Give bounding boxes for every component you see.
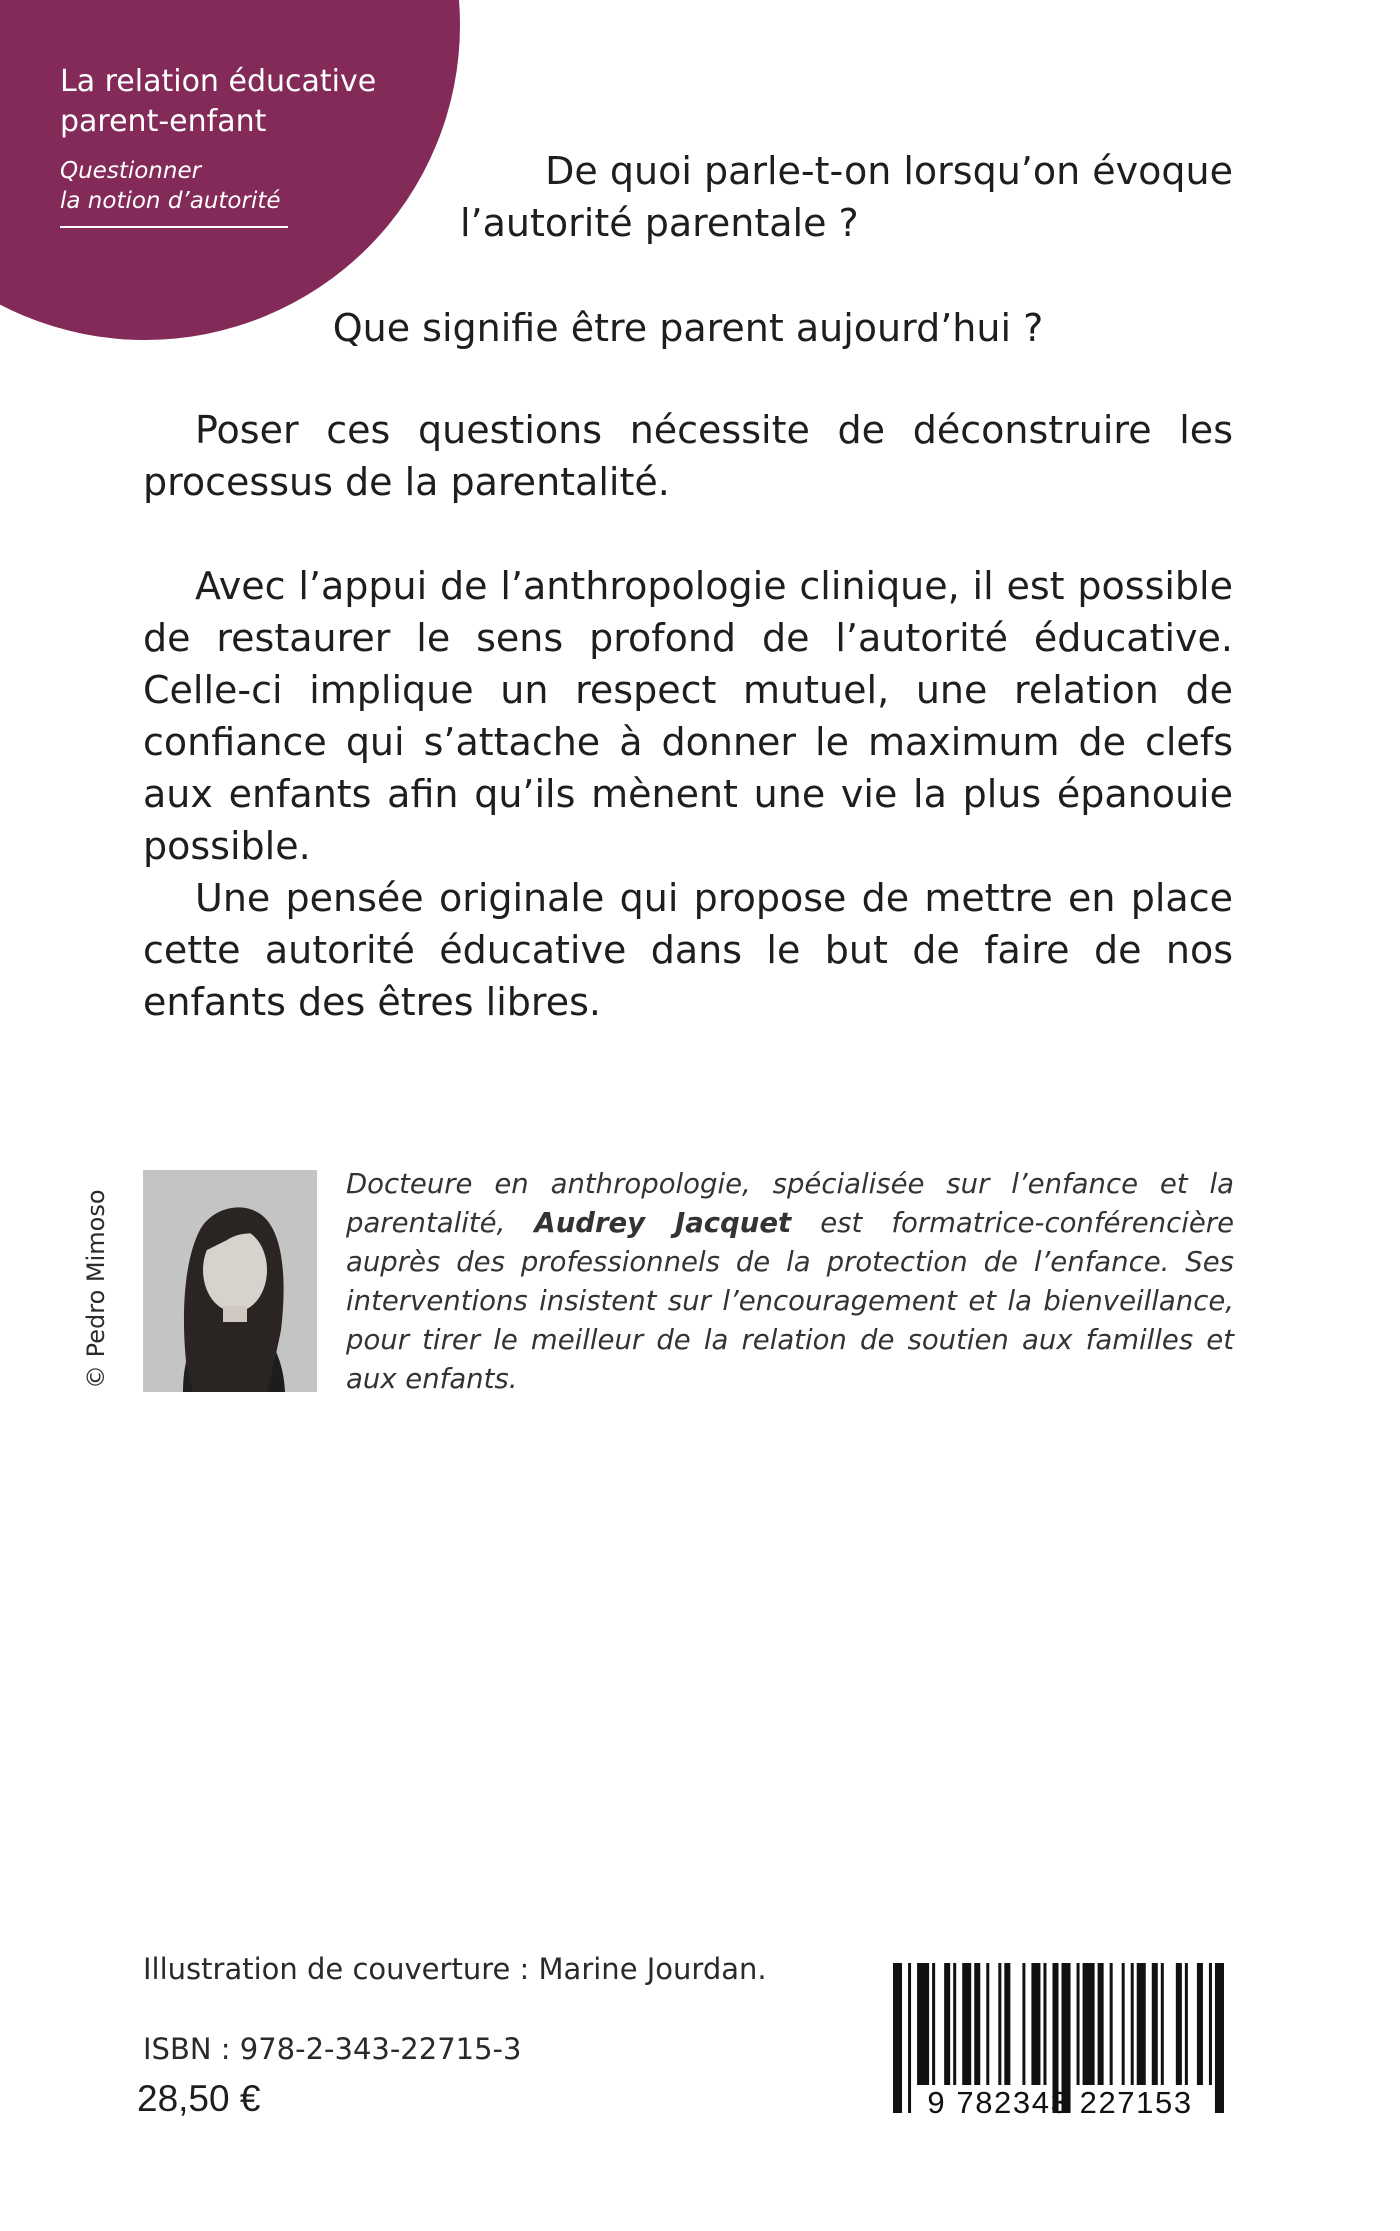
series-title (60, 62, 376, 142)
barcode-bar (1161, 1963, 1164, 2085)
photo-credit: © Pedro Mimoso (82, 1189, 110, 1389)
barcode-bar (1022, 1963, 1025, 2085)
barcode-bar (1176, 1963, 1182, 2085)
intro-question-1-line: l’autorité parentale ? (460, 201, 859, 245)
barcode-bar (1152, 1963, 1158, 2085)
author-bio (346, 1165, 1234, 1399)
isbn: ISBN : 978-2-343-22715-3 (143, 2032, 522, 2066)
barcode-bar (1185, 1963, 1188, 2085)
barcode-bar (1197, 1963, 1203, 2085)
author-bio-text: est formatrice-conférencière auprès des professionnels de la protection de l’enfance. Ses interventions insistent sur l’encouragement et la bienveillance, pour tirer le meilleur de la relation de soutien aux familles et aux enfants. (346, 1207, 1235, 1395)
intro-question-1-line: De quoi parle-t-on lorsqu’on évoque (545, 149, 1233, 193)
barcode-bar (1209, 1963, 1212, 2085)
barcode-bar (953, 1963, 956, 2085)
barcode-bar (1004, 1963, 1010, 2085)
author-portrait-image (143, 1170, 317, 1392)
barcode-bar (1031, 1963, 1040, 2085)
barcode-bar (1077, 1963, 1080, 2085)
paragraph: Poser ces questions nécessite de déconstruire les processus de la parentalité. (143, 408, 1233, 504)
barcode-bar (998, 1963, 1001, 2085)
series-subtitle-line: la notion d’autorité (60, 188, 281, 214)
series-title-line: parent-enfant (60, 104, 267, 139)
series-divider (60, 226, 288, 228)
illustration-credit: Illustration de couverture : Marine Jourdan. (143, 1952, 767, 1986)
barcode-bar (1083, 1963, 1095, 2085)
barcode-bar (1131, 1963, 1134, 2085)
series-subtitle (60, 156, 376, 216)
barcode-bar (944, 1963, 950, 2085)
author-photo (143, 1170, 317, 1392)
barcode-bar (1137, 1963, 1146, 2085)
intro-question-2: Que signifie être parent aujourd’hui ? (332, 306, 1044, 350)
barcode-bar (932, 1963, 935, 2085)
price: 28,50 € (137, 2078, 261, 2119)
intro-question-1 (460, 145, 1233, 249)
series-label (60, 62, 376, 228)
series-title-line: La relation éducative (60, 64, 377, 99)
barcode-bar (986, 1963, 989, 2085)
barcode-bar (962, 1963, 971, 2085)
paragraph: Une pensée originale qui propose de mettre en place cette autorité éducative dans le but de faire de nos enfants des êtres libres. (143, 876, 1233, 1024)
barcode-bar (1122, 1963, 1125, 2085)
barcode-bar (1110, 1963, 1113, 2085)
author-bio-text: Docteure en anthropologie, spécialisée sur l’enfance et la parentalité, (346, 1168, 1234, 1239)
barcode-digits: 9 782343 227153 (927, 2085, 1193, 2120)
barcode-bar (1098, 1963, 1104, 2085)
barcode-bar (1043, 1963, 1046, 2085)
paragraph: Avec l’appui de l’anthropologie clinique, il est possible de restaurer le sens profond de l’autorité éducative. Celle-ci implique un respect mutuel, une relation de confiance qui s’attache à donner le maximum de clefs aux enfants afin qu’ils mènent une vie la plus épanouie possible. (143, 564, 1233, 868)
series-subtitle-line: Questionner (60, 158, 202, 184)
barcode-bar (917, 1963, 929, 2085)
barcode-bar (974, 1963, 980, 2085)
author-name: Audrey Jacquet (534, 1207, 792, 1239)
